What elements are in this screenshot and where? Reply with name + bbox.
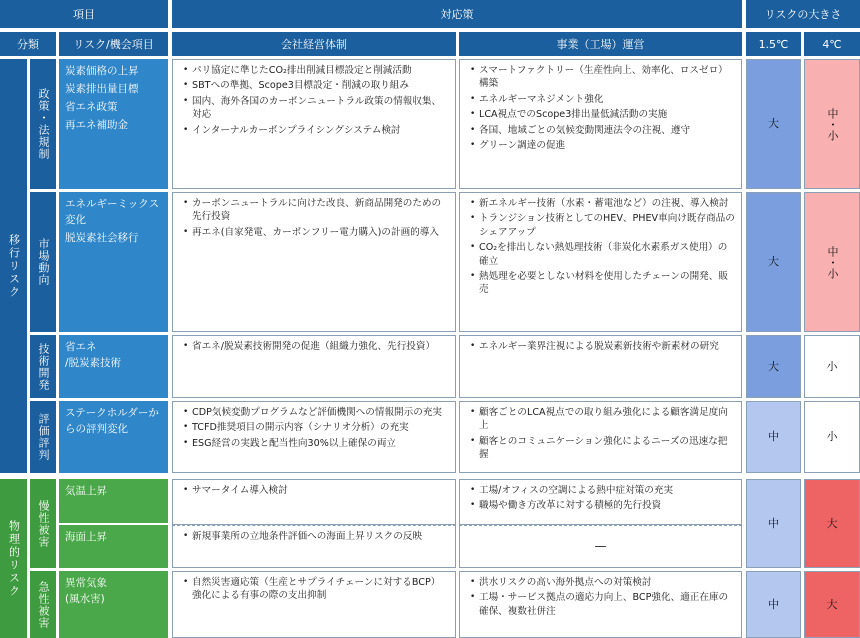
bullet-item: • 工場/オフィスの空調による熱中症対策の充実	[470, 484, 735, 497]
risk-item: 再エネ補助金	[65, 119, 128, 131]
level-1-5-acute: 中	[746, 571, 801, 638]
bullet-item: • CO₂を排出しない熱処理技術（非炭化水素系ガス使用）の確立	[470, 241, 735, 268]
level-1-5-market: 大	[746, 192, 801, 332]
management-temperature	[172, 479, 456, 525]
bullet-item: • サマータイム導入検討	[183, 484, 449, 497]
level-4-chronic: 大	[804, 479, 860, 568]
subcategory-policy: 政策・法規制	[30, 59, 56, 189]
risk-list-policy	[59, 59, 168, 189]
subcategory-chronic: 慢性被害	[30, 479, 56, 568]
bullet-item: • 洪水リスクの高い海外拠点への対策検討	[470, 576, 735, 589]
operations-tech	[459, 335, 742, 398]
operations-reputation	[459, 401, 742, 473]
level-4-tech: 小	[804, 335, 860, 398]
bullet-item: • LCA視点でのScope3排出量低減活動の実施	[470, 108, 735, 121]
bullet-item: • エネルギー業界注視による脱炭素新技術や新素材の研究	[470, 340, 735, 353]
bullet-item: • ESG経営の実践と配当性向30%以上確保の両立	[183, 437, 449, 450]
level-4-acute: 大	[804, 571, 860, 638]
risk-item: 脱炭素社会移行	[65, 232, 139, 244]
risk-item: 海面上昇	[65, 531, 107, 543]
risk-item: 炭素価格の上昇	[65, 65, 139, 77]
bullet-item: • 顧客ごとのLCA視点での取り組み強化による顧客満足度向上	[470, 406, 735, 433]
header-risk-size: リスクの大きさ	[746, 0, 860, 28]
header-category: 分類	[0, 32, 56, 56]
risk-list-acute	[59, 571, 168, 638]
bullet-item: • 自然災害適応策（生産とサプライチェーンに対するBCP）強化による有事の際の支出抑制	[183, 576, 449, 603]
level-4-policy: 中・小	[804, 59, 860, 189]
bullet-item: • エネルギーマネジメント強化	[470, 93, 735, 106]
subcategory-tech: 技術開発	[30, 335, 56, 398]
dash-text: —	[594, 538, 607, 553]
risk-item: 気温上昇	[65, 485, 107, 497]
bullet-item: • 新規事業所の立地条件評価への海面上昇リスクの反映	[183, 530, 449, 543]
bullet-item: • インターナルカーボンプライシングシステム検討	[183, 124, 449, 137]
header-response: 対応策	[172, 0, 742, 28]
level-1-5-policy: 大	[746, 59, 801, 189]
management-tech	[172, 335, 456, 398]
risk-item: ステークホルダーからの評判変化	[65, 407, 159, 435]
risk-item: /脱炭素技術	[65, 357, 122, 369]
level-4-market: 中・小	[804, 192, 860, 332]
operations-temperature	[459, 479, 742, 525]
bullet-item: • トランジション技術としてのHEV、PHEV車向け既存商品のシェアアップ	[470, 212, 735, 239]
bullet-item: • 職場や働き方改革に対する積極的先行投資	[470, 499, 735, 512]
subcategory-market: 市場動向	[30, 192, 56, 332]
level-1-5-chronic: 中	[746, 479, 801, 568]
risk-item: エネルギーミックス変化	[65, 198, 160, 226]
category-physical-risk: 物理的リスク	[0, 479, 27, 638]
bullet-item: • パリ協定に準じたCO₂排出削減目標設定と削減活動	[183, 64, 449, 77]
level-1-5-tech: 大	[746, 335, 801, 398]
management-acute	[172, 571, 456, 638]
header-management: 会社経営体制	[172, 32, 456, 56]
risk-list-sea-level	[59, 525, 168, 568]
header-temp-4: 4℃	[804, 32, 860, 56]
header-operations: 事業（工場）運営	[459, 32, 742, 56]
management-sea-level	[172, 525, 456, 568]
bullet-item: • 国内、海外各国のカーボンニュートラル政策の情報収集、対応	[183, 95, 449, 122]
risk-list-market	[59, 192, 168, 332]
bullet-item: • TCFD推奨項目の開示内容（シナリオ分析）の充実	[183, 421, 449, 434]
risk-item: 省エネ	[65, 341, 97, 353]
risk-list-temperature	[59, 479, 168, 523]
category-transition-risk: 移行リスク	[0, 59, 27, 473]
risk-item: 省エネ政策	[65, 101, 118, 113]
bullet-item: • カーボンニュートラルに向けた改良、新商品開発のための先行投資	[183, 197, 449, 224]
operations-acute	[459, 571, 742, 638]
bullet-item: • CDP気候変動プログラムなど評価機関への情報開示の充実	[183, 406, 449, 419]
subcategory-acute: 急性被害	[30, 571, 56, 638]
management-reputation	[172, 401, 456, 473]
bullet-item: • 顧客とのコミュニケーション強化によるニーズの迅速な把握	[470, 435, 735, 462]
operations-market	[459, 192, 742, 332]
bullet-item: • グリーン調達の促進	[470, 139, 735, 152]
bullet-item: • 工場・サービス拠点の適応力向上、BCP強化、適正在庫の確保、複数社併注	[470, 591, 735, 618]
bullet-item: • 省エネ/脱炭素技術開発の促進（組織力強化、先行投資）	[183, 340, 449, 353]
risk-item: 異常気象	[65, 577, 107, 589]
operations-sea-level	[459, 525, 742, 568]
risk-item: (風水害)	[65, 593, 105, 605]
management-policy	[172, 59, 456, 189]
header-temp-1-5: 1.5℃	[746, 32, 801, 56]
operations-policy	[459, 59, 742, 189]
bullet-item: • 各国、地域ごとの気候変動関連法令の注視、遵守	[470, 124, 735, 137]
header-risk-opportunity: リスク/機会項目	[59, 32, 168, 56]
bullet-item: • 再エネ(自家発電、カーボンフリー電力購入)の計画的導入	[183, 226, 449, 239]
risk-list-reputation	[59, 401, 168, 473]
header-item: 項目	[0, 0, 168, 28]
subcategory-reputation: 評価評判	[30, 401, 56, 473]
management-market	[172, 192, 456, 332]
bullet-item: • SBTへの準拠、Scope3目標設定・削減の取り組み	[183, 79, 449, 92]
risk-item: 炭素排出量目標	[65, 83, 139, 95]
bullet-item: • スマートファクトリー（生産性向上、効率化、ロスゼロ）構築	[470, 64, 735, 91]
bullet-item: • 熱処理を必要としない材料を使用したチェーンの開発、販売	[470, 270, 735, 297]
level-1-5-reputation: 中	[746, 401, 801, 473]
bullet-item: • 新エネルギー技術（水素・蓄電池など）の注視、導入検討	[470, 197, 735, 210]
level-4-reputation: 小	[804, 401, 860, 473]
risk-list-tech	[59, 335, 168, 398]
